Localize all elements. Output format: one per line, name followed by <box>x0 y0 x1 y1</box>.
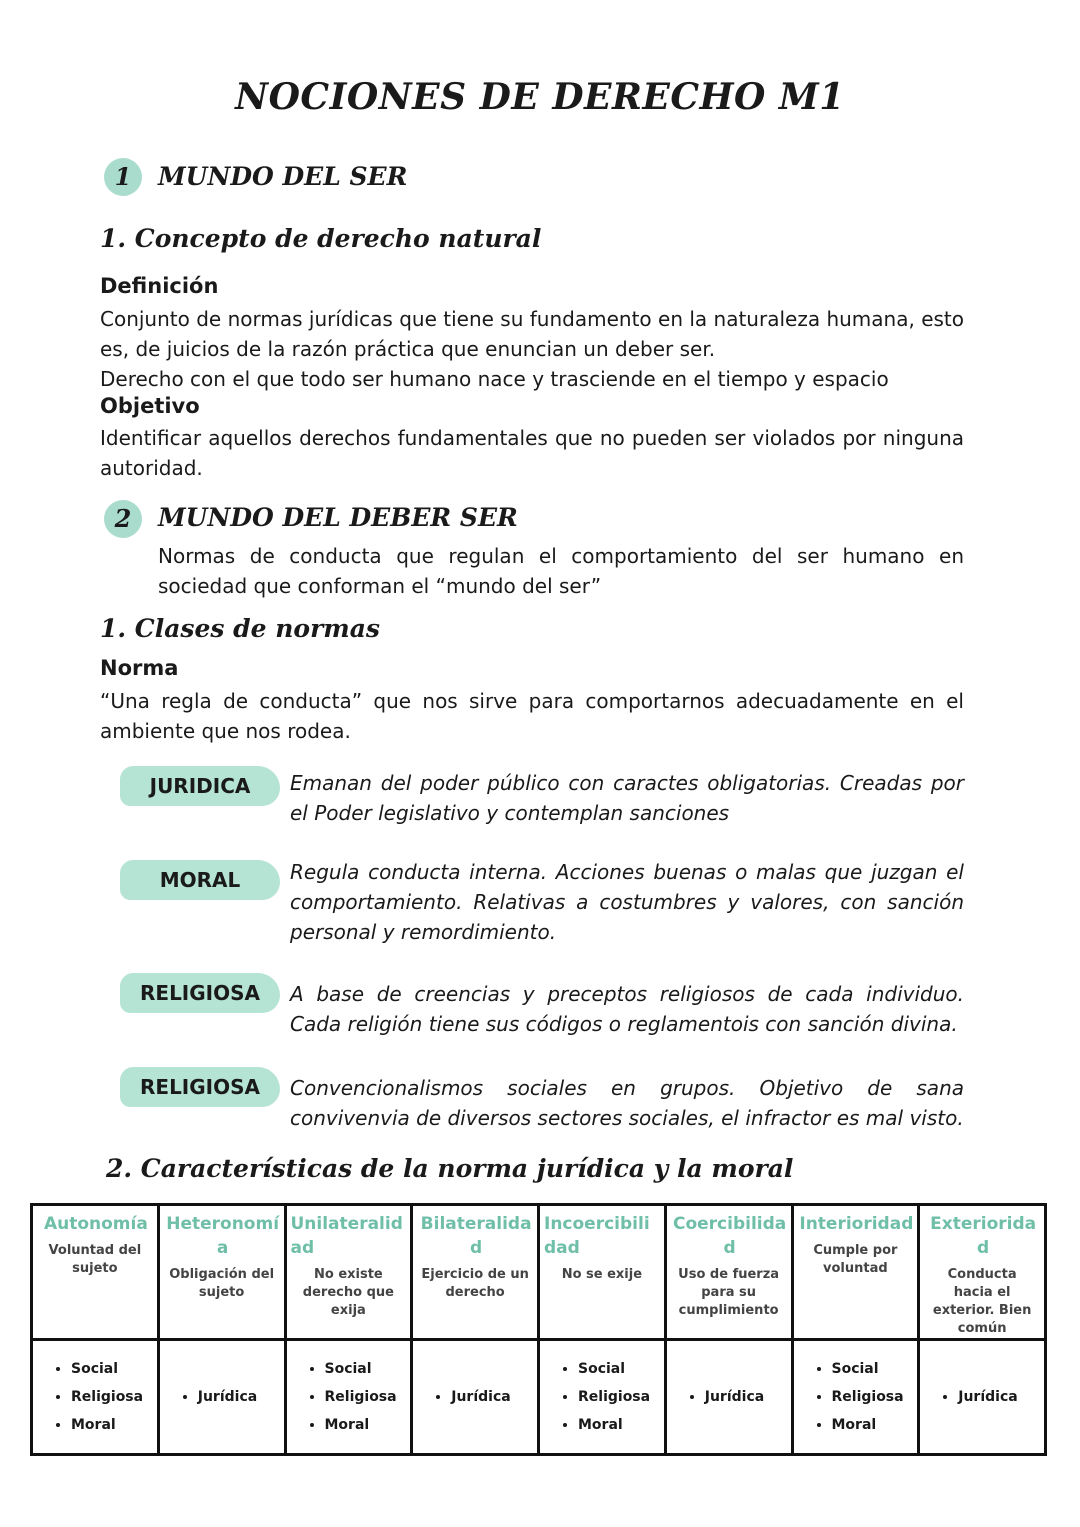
norm-type-desc: Convencionalismos sociales en grupos. Objetivo de sana convivenvia de diversos sectores sociales, el infractor es mal visto. <box>290 1076 964 1130</box>
subsection-title: 1. Concepto de derecho natural <box>100 224 542 253</box>
table-header-cell <box>412 1205 539 1340</box>
list-item: • Social <box>325 1355 411 1383</box>
table-cell <box>539 1340 666 1455</box>
table-header-cell <box>285 1205 412 1340</box>
table-cell <box>919 1340 1046 1455</box>
column-name: Interioridad <box>799 1214 914 1234</box>
column-description: Uso de fuerza para su cumplimiento <box>678 1267 780 1318</box>
norm-list <box>920 1341 1044 1411</box>
column-name: Autonomía <box>43 1214 148 1234</box>
definition-text-2: Derecho con el que todo ser humano nace y trasciende en el tiempo y espacio <box>100 367 889 391</box>
norma-text: “Una regla de conducta” que nos sirve para comportarnos adecuadamente en el ambiente que nos rodea. <box>100 689 964 743</box>
list-item: • Religiosa <box>325 1383 411 1411</box>
list-item: • Jurídica <box>451 1383 537 1411</box>
page-title: NOCIONES DE DERECHO M1 <box>235 76 845 118</box>
column-name: Unilateralidad <box>290 1214 403 1258</box>
list-item: • Jurídica <box>705 1383 791 1411</box>
list-item: • Religiosa <box>578 1383 664 1411</box>
list-item: • Moral <box>832 1411 918 1439</box>
definition-text: Conjunto de normas jurídicas que tiene su fundamento en la naturaleza humana, esto es, de juicios de la razón práctica que enuncian un deber ser. <box>100 307 964 361</box>
column-description: Cumple por voluntad <box>813 1243 898 1276</box>
list-item: • Social <box>578 1355 664 1383</box>
objective-label: Objetivo <box>100 394 200 418</box>
table-body-row <box>32 1340 1046 1455</box>
norm-type-desc: Emanan del poder público con caractes obligatorias. Creadas por el Poder legislativo y contemplan sanciones <box>290 771 964 825</box>
list-item: • Social <box>832 1355 918 1383</box>
column-name: Coercibilidad <box>672 1214 787 1258</box>
table-cell <box>285 1340 412 1455</box>
section-number-badge: 1 <box>104 158 142 196</box>
list-item: • Religiosa <box>832 1383 918 1411</box>
table-cell <box>412 1340 539 1455</box>
norm-list <box>160 1341 284 1411</box>
list-item: • Social <box>71 1355 157 1383</box>
column-description: Voluntad del sujeto <box>48 1243 142 1276</box>
norm-list <box>33 1341 157 1439</box>
objective-text: Identificar aquellos derechos fundamentales que no pueden ser violados por ninguna autoridad. <box>100 426 964 480</box>
table-header-cell <box>919 1205 1046 1340</box>
table-header-row <box>32 1205 1046 1340</box>
list-item: • Moral <box>578 1411 664 1439</box>
table-cell <box>792 1340 919 1455</box>
table-header-cell <box>158 1205 285 1340</box>
definition-label: Definición <box>100 274 219 298</box>
subsection-title: 2. Características de la norma jurídica y la moral <box>106 1154 794 1183</box>
norm-list <box>540 1341 664 1439</box>
characteristics-table <box>30 1203 1047 1456</box>
column-name: Bilateralidad <box>420 1214 532 1258</box>
column-name: Incoercibilidad <box>544 1214 650 1258</box>
table-header-cell <box>792 1205 919 1340</box>
column-description: No existe derecho que exija <box>302 1267 394 1318</box>
norm-type-desc: Regula conducta interna. Acciones buenas o malas que juzgan el comportamiento. Relativas a costumbres y valores, con sanción personal y remordimiento. <box>290 860 964 944</box>
norm-type-pill: RELIGIOSA <box>120 1067 280 1107</box>
section-title: MUNDO DEL SER <box>158 162 408 191</box>
norm-type-pill: JURIDICA <box>120 766 280 806</box>
table-header-cell <box>665 1205 792 1340</box>
list-item: • Moral <box>71 1411 157 1439</box>
column-description: Conducta hacia el exterior. Bien común <box>932 1267 1032 1336</box>
table-cell <box>158 1340 285 1455</box>
norm-list <box>794 1341 918 1439</box>
list-item: • Jurídica <box>958 1383 1044 1411</box>
norma-label: Norma <box>100 656 179 680</box>
column-name: Heteronomía <box>166 1214 280 1258</box>
subsection-title: 1. Clases de normas <box>100 614 380 643</box>
norm-type-pill: MORAL <box>120 860 280 900</box>
table-header-cell <box>539 1205 666 1340</box>
column-description: No se exije <box>561 1267 643 1282</box>
norm-list <box>413 1341 537 1411</box>
list-item: • Jurídica <box>198 1383 284 1411</box>
column-name: Exterioridad <box>930 1214 1037 1258</box>
norm-list <box>287 1341 411 1439</box>
list-item: • Moral <box>325 1411 411 1439</box>
table-cell <box>32 1340 159 1455</box>
table-cell <box>665 1340 792 1455</box>
column-description: Obligación del sujeto <box>169 1267 275 1300</box>
list-item: • Religiosa <box>71 1383 157 1411</box>
norm-type-pill: RELIGIOSA <box>120 973 280 1013</box>
norm-list <box>667 1341 791 1411</box>
section-title: MUNDO DEL DEBER SER <box>158 503 518 532</box>
section-number-badge: 2 <box>104 500 142 538</box>
column-description: Ejercicio de un derecho <box>421 1267 529 1300</box>
section-intro: Normas de conducta que regulan el comportamiento del ser humano en sociedad que conforman el “mundo del ser” <box>158 544 964 598</box>
norm-type-desc: A base de creencias y preceptos religiosos de cada individuo. Cada religión tiene sus códigos o reglamentois con sanción divina. <box>290 982 964 1036</box>
table-header-cell <box>32 1205 159 1340</box>
